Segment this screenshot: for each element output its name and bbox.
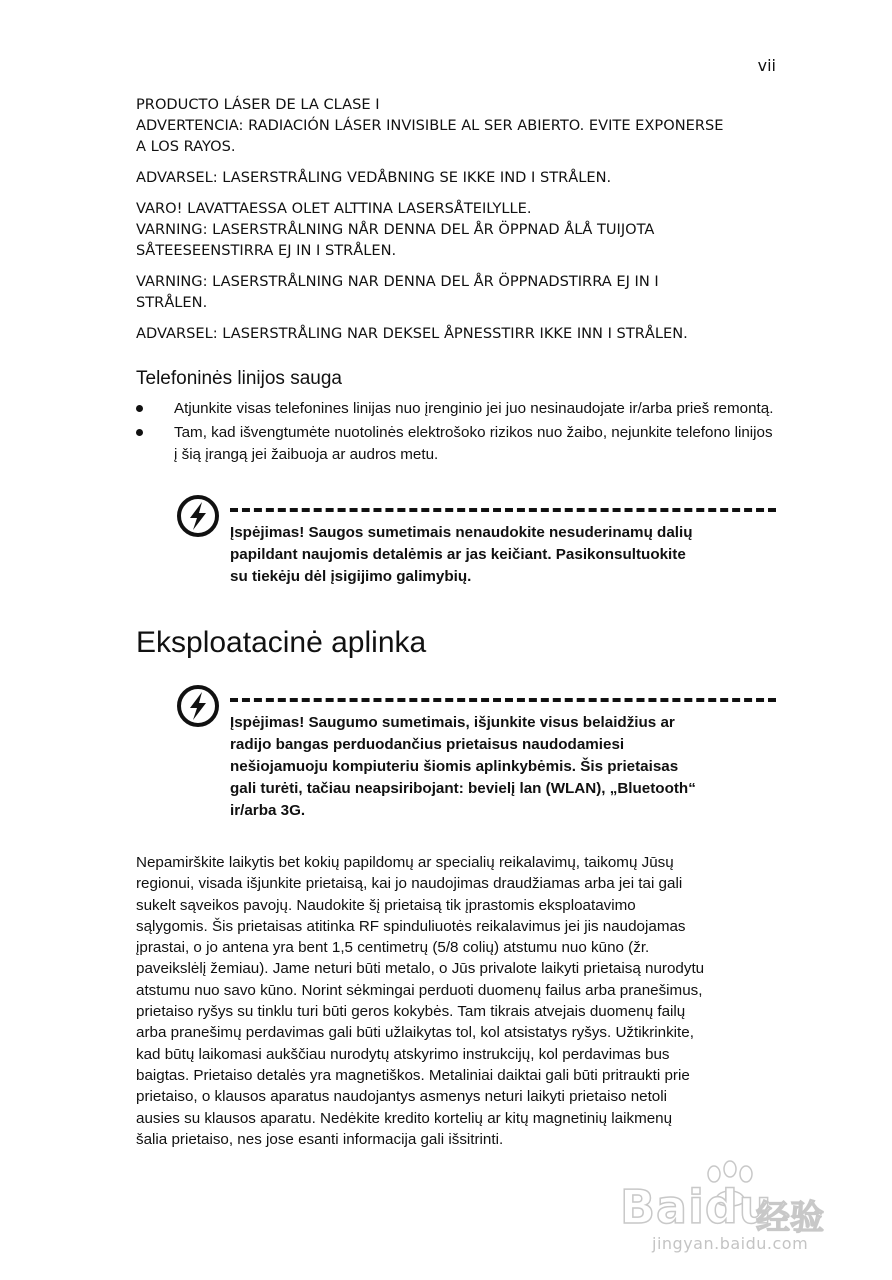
phone-warning-callout [176,494,776,604]
body-line: įprastai, o jo antena yra bent 1,5 centimetrų (5/8 colių) atstumu nuo kūno (žr. [136,939,650,957]
laser-paragraph [136,323,786,344]
dashed-divider [230,508,776,512]
body-line: prietaiso, o klausos aparatus naudojantys asmenys neturi laikyti prietaiso netoli [136,1088,668,1106]
warning-line: papildant naujomis detalėmis ar jas keičiant. Pasikonsultuokite [230,546,686,563]
body-line: atstumu nuo savo kūno. Norint sėkmingai perduoti duomenų failus arba pranešimus, [136,981,703,999]
body-line: ausies su klausos aparatu. Nedėkite kredito kortelių ar kitų magnetinių laikmenų [136,1109,673,1127]
laser-line: VARNING: LASERSTRÅLNING NÅR DENNA DEL ÅR ÖPPNAD ÅLÅ TUIJOTA [136,221,655,238]
lightning-warning-icon [176,494,220,538]
laser-line: PRODUCTO LÁSER DE LA CLASE I [136,96,380,113]
laser-line: VARNING: LASERSTRÅLNING NAR DENNA DEL ÅR ÖPPNADSTIRRA EJ IN I [136,273,659,290]
laser-line: ADVARSEL: LASERSTRÅLING NAR DEKSEL ÅPNESSTIRR IKKE INN I STRÅLEN. [136,325,688,342]
body-line: regionui, visada išjunkite prietaisą, kai jo naudojimas draudžiamas arba jei tai gali [136,875,683,893]
phone-warning-text [230,522,754,588]
section-title: Eksploatacinė aplinka [136,626,427,659]
laser-line: STRÅLEN. [136,294,208,311]
laser-paragraph [136,167,786,188]
list-item-text: Atjunkite visas telefonines linijas nuo įrenginio jei juo nesinaudojate ir/arba prieš remontą. [174,400,774,417]
body-line: arba pranešimų perdavimas gali būti užlaikytas tol, kol atsistatys ryšys. Užtikrinkite, [136,1024,694,1042]
laser-line: A LOS RAYOS. [136,138,236,155]
laser-line: SÅTEESEENSTIRRA EJ IN I STRÅLEN. [136,242,397,259]
body-line: šalia prietaiso, nes jose esanti informacija gali išsitrinti. [136,1130,504,1148]
list-item [136,398,776,420]
laser-line: ADVERTENCIA: RADIACIÓN LÁSER INVISIBLE AL SER ABIERTO. EVITE EXPONERSE [136,117,724,134]
bullet-icon [136,429,143,436]
watermark-url: jingyan.baidu.com [652,1234,809,1253]
laser-line: ADVARSEL: LASERSTRÅLING VEDÅBNING SE IKKE IND I STRÅLEN. [136,169,612,186]
operating-warning-callout [176,684,776,834]
body-line: kad būtų laikomasi aukščiau nurodytų atskyrimo instrukcijų, kol perdavimas bus [136,1045,670,1063]
warning-line: nešiojamuoju kompiuteriu šiomis aplinkybėmis. Šis prietaisas [230,758,679,775]
warning-line: su tiekėju dėl įsigijimo galimybių. [230,568,472,585]
laser-line: VARO! LAVATTAESSA OLET ALTTINA LASERSÅTEILYLLE. [136,200,532,217]
body-line: paveikslėlį žemiau). Jame neturi būti metalo, o Jūs privalote laikyti prietaisą nurodytu [136,960,705,978]
lightning-warning-icon [176,684,220,728]
watermark-brand-cn: 经验 [756,1198,824,1238]
laser-paragraph [136,198,786,261]
bullet-icon [136,405,143,412]
operating-warning-text [230,712,754,822]
body-line: baigtas. Prietaiso detalės yra magnetiškos. Metaliniai daiktai gali būti pritraukti prie [136,1066,690,1084]
phone-safety-heading: Telefoninės linijos sauga [136,368,342,389]
dashed-divider [230,698,776,702]
baidu-watermark [618,1160,868,1260]
warning-line: Įspėjimas! Saugos sumetimais nenaudokite nesuderinamų dalių [230,524,693,541]
warning-line: radijo bangas perduodančius prietaisus naudodamiesi [230,736,625,753]
body-line: sukelt sąveikos pavojų. Naudokite šį prietaisą tik įprastomis eksploatavimo [136,896,636,914]
warning-line: Įspėjimas! Saugumo sumetimais, išjunkite visus belaidžius ar [230,714,675,731]
laser-paragraph [136,271,786,313]
warning-line: ir/arba 3G. [230,802,306,819]
warning-line: gali turėti, tačiau neapsiribojant: bevielį lan (WLAN), „Bluetooth“ [230,780,696,797]
laser-paragraph [136,94,786,157]
laser-warnings [136,94,786,354]
watermark-brand: Baidu [620,1180,773,1234]
body-line: sąlygomis. Šis prietaisas atitinka RF spinduliuotės reikalavimus jei jis naudojamas [136,917,686,935]
list-item [136,422,776,466]
phone-safety-list [136,398,776,468]
page-number: vii [757,56,776,75]
body-line: Nepamirškite laikytis bet kokių papildomų ar specialių reikalavimų, taikomų Jūsų [136,854,674,871]
body-line: prietaiso ryšys su tinklu turi būti geros kokybės. Tam tikrais atvejais duomenų failų [136,1003,686,1021]
list-item-text: Tam, kad išvengtumėte nuotolinės elektrošoko rizikos nuo žaibo, nejunkite telefono linijos į šią įrangą jei žaibuoja ar audros metu. [174,424,773,463]
operating-body-paragraph [136,852,786,1150]
